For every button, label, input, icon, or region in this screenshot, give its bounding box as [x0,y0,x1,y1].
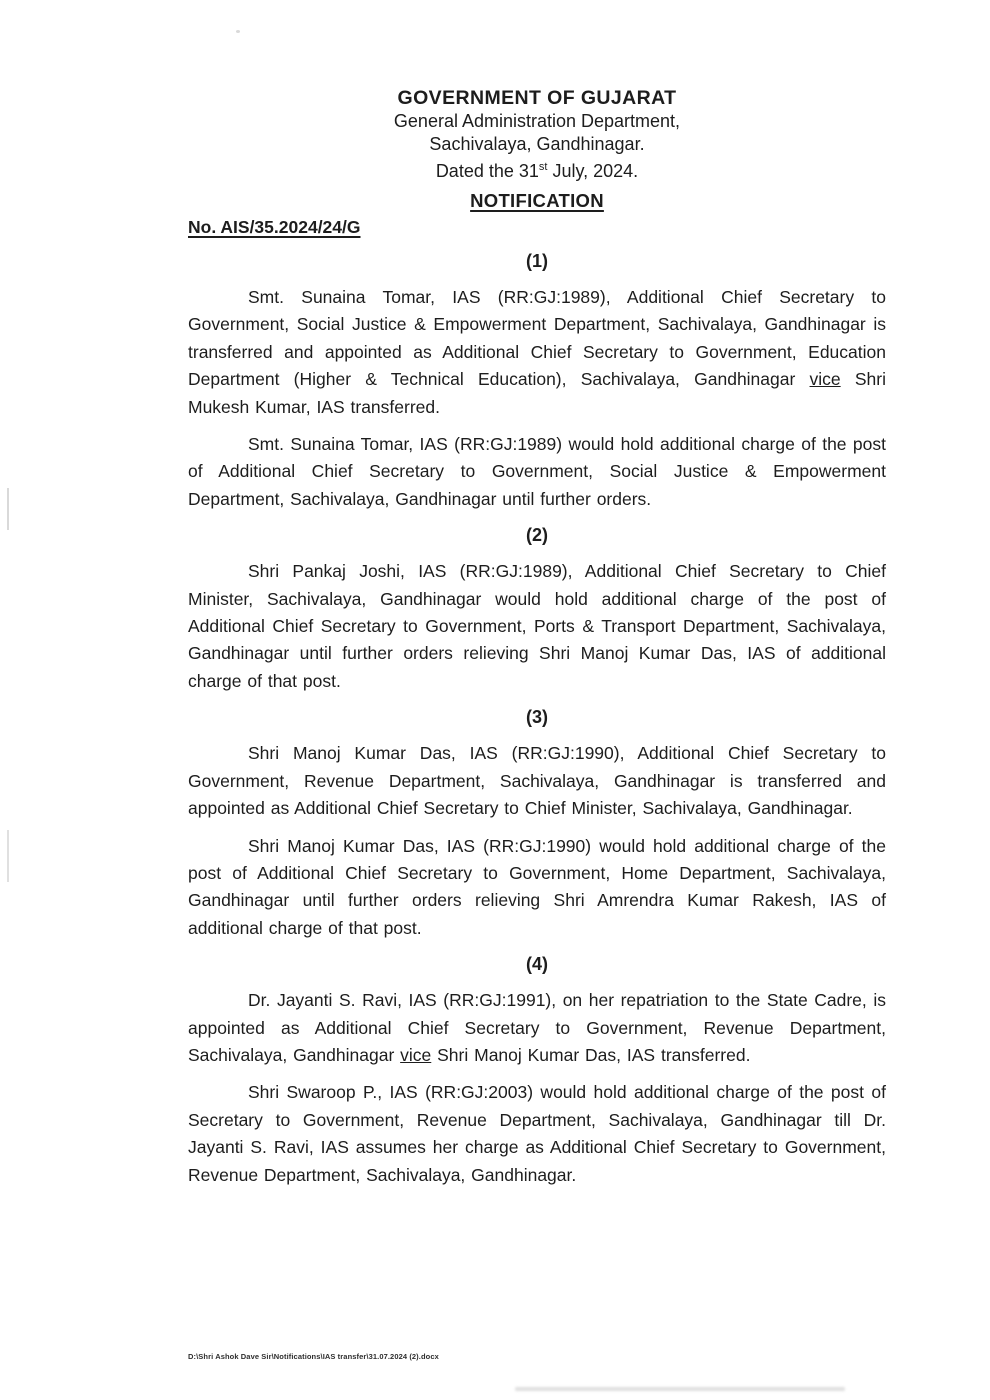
date-prefix: Dated the 31 [435,161,539,181]
paragraph: Shri Manoj Kumar Das, IAS (RR:GJ:1990) would hold additional charge of the post of Additional Chief Secretary to Government, Home Department, Sachivalaya, Gandhinagar until further orders relieving Shri Amrendra Kumar Rakesh, IAS of additional charge of that post. [188,835,886,938]
paragraph: Shri Manoj Kumar Das, IAS (RR:GJ:1990), Additional Chief Secretary to Government, Revenue Department, Sachivalaya, Gandhinagar is transferred and appointed as Additional Chief Secretary to Chief Minister, Sachivalaya, Gandhinagar. [188,743,886,819]
section-number: (3) [526,707,548,728]
notification-title: NOTIFICATION [470,190,604,211]
notification-heading [188,188,886,214]
document-header [188,86,886,214]
paragraph: Shri Swaroop P., IAS (RR:GJ:2003) would hold additional charge of the post of Secretary to Government, Revenue Department, Sachivalaya, Gandhinagar till Dr. Jayanti S. Ravi, IAS assumes her charge as Additional Chief Secretary to Government, Revenue Department, Sachivalaya, Gandhinagar. [188,1082,886,1185]
document-content [188,0,886,1189]
scan-artifact-left-1 [7,488,9,530]
paragraph: Smt. Sunaina Tomar, IAS (RR:GJ:1989), Additional Chief Secretary to Government, Social Justice & Empowerment Department, Sachivalaya, Gandhinagar is transferred and appointed as Additional Chief Secretary to Government, Education Department (Higher & Technical Education), Sachivalaya, Gandhinagar vice Shri Mukesh Kumar, IAS transferred. [188,287,886,417]
file-path: D:\Shri Ashok Dave Sir\Notifications\IAS transfer\31.07.2024 (2).docx [188,1352,439,1361]
date-superscript: st [538,161,548,173]
department-line: General Administration Department, [393,111,681,131]
sections [188,248,886,1189]
scan-artifact-left-2 [7,830,9,882]
date-suffix: July, 2024. [547,161,639,181]
notification-section [188,522,886,695]
address-line: Sachivalaya, Gandhinagar. [429,134,645,154]
section-number: (2) [526,525,548,546]
notification-section [188,704,886,942]
date-line [188,156,886,183]
paragraph: Shri Pankaj Joshi, IAS (RR:GJ:1989), Additional Chief Secretary to Chief Minister, Sachivalaya, Gandhinagar would hold additional charge of the post of Additional Chief Secretary to Government, Ports & Transport Department, Sachivalaya, Gandhinagar until further orders relieving Shri Manoj Kumar Das, IAS of additional charge of that post. [188,561,886,691]
notification-section [188,951,886,1189]
paragraph: Smt. Sunaina Tomar, IAS (RR:GJ:1989) would hold additional charge of the post of Additional Chief Secretary to Government, Social Justice & Empowerment Department, Sachivalaya, Gandhinagar until further orders. [188,434,886,509]
section-number: (4) [526,954,548,975]
org-title: GOVERNMENT OF GUJARAT [397,87,677,109]
notification-section [188,248,886,513]
reference-number: No. AIS/35.2024/24/G [188,217,361,237]
paragraph: Dr. Jayanti S. Ravi, IAS (RR:GJ:1991), on her repatriation to the State Cadre, is appointed as Additional Chief Secretary to Government, Revenue Department, Sachivalaya, Gandhinagar vice Shri Manoj Kumar Das, IAS transferred. [188,990,886,1065]
section-number: (1) [526,251,548,271]
scan-artifact-dot [236,30,240,33]
scan-smudge [515,1387,845,1391]
reference-line [188,215,886,239]
